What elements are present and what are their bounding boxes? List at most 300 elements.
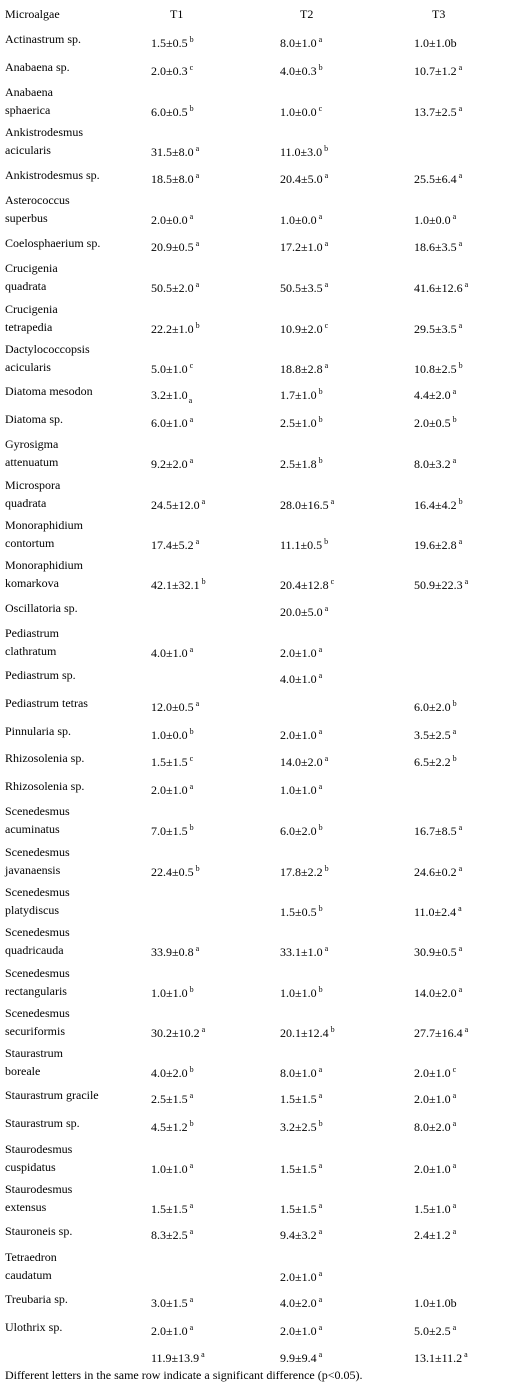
mean-sd: 18.6±3.5 xyxy=(414,239,457,254)
mean-sd: 2.0±0.5 xyxy=(414,415,451,430)
table-row xyxy=(0,802,510,842)
mean-sd: 1.5±1.5 xyxy=(280,1161,317,1176)
species-name-line: contortum xyxy=(5,535,55,550)
value-t3 xyxy=(414,538,462,554)
table-row xyxy=(0,56,510,84)
value-t2 xyxy=(280,172,328,188)
mean-sd: 2.0±1.0 xyxy=(414,1066,451,1081)
value-t2 xyxy=(280,783,322,799)
mean-sd: 2.0±1.0 xyxy=(151,782,188,797)
value-t2 xyxy=(280,1324,322,1340)
species-name xyxy=(5,83,127,119)
value-t2 xyxy=(280,1296,322,1312)
mean-sd: 17.2±1.0 xyxy=(280,239,323,254)
mean-sd: 8.3±2.5 xyxy=(151,1228,188,1243)
species-name xyxy=(5,234,127,252)
table-row xyxy=(0,123,510,163)
value-t1 xyxy=(151,986,194,1002)
significance-letter: a xyxy=(452,1119,457,1129)
value-t2 xyxy=(280,1162,322,1178)
mean-sd: 1.5±1.0 xyxy=(414,1201,451,1216)
value-t1 xyxy=(151,865,200,881)
mean-sd: 20.4±12.8 xyxy=(280,578,329,593)
significance-letter: a xyxy=(188,396,193,406)
mean-sd: 6.0±2.0 xyxy=(414,700,451,715)
significance-letter: a xyxy=(458,823,463,833)
species-name xyxy=(5,410,127,428)
table-header xyxy=(0,0,510,26)
value-t3 xyxy=(414,213,456,229)
significance-letter: b xyxy=(318,387,323,397)
species-name xyxy=(5,516,127,552)
mean-sd: 1.0±0.0 xyxy=(280,213,317,228)
table-row xyxy=(0,435,510,475)
value-t1 xyxy=(151,578,206,594)
mean-sd: 18.5±8.0 xyxy=(151,171,194,186)
value-t2 xyxy=(280,213,322,229)
mean-sd: 2.0±0.0 xyxy=(151,213,188,228)
significance-letter: a xyxy=(195,536,200,546)
significance-letter: b xyxy=(318,414,323,424)
value-t2 xyxy=(280,905,323,921)
species-name-line: Coelosphaerium sp. xyxy=(5,235,101,250)
value-t2 xyxy=(280,362,328,378)
species-name-line: cuspidatus xyxy=(5,1159,56,1174)
species-name-line: Microspora xyxy=(5,477,61,492)
significance-letter: a xyxy=(195,170,200,180)
significance-letter: a xyxy=(318,35,323,44)
mean-sd: 2.0±1.0 xyxy=(414,1092,451,1107)
value-t3 xyxy=(414,986,462,1002)
species-name-line: Staurodesmus xyxy=(5,1181,73,1196)
mean-sd: 3.2±2.5 xyxy=(280,1120,317,1135)
species-name xyxy=(5,1004,127,1040)
significance-letter: c xyxy=(330,577,335,587)
significance-letter: b xyxy=(189,726,194,736)
mean-sd: 20.0±5.0 xyxy=(280,604,323,619)
species-name xyxy=(5,556,127,592)
value-t1 xyxy=(151,1324,193,1340)
value-t3 xyxy=(414,1162,456,1178)
significance-letter: c xyxy=(189,62,194,72)
value-t1 xyxy=(151,755,193,771)
value-t3 xyxy=(414,824,462,840)
value-t1 xyxy=(151,824,194,840)
significance-letter: b xyxy=(318,984,323,994)
table-row xyxy=(0,664,510,692)
significance-letter: b xyxy=(189,1065,194,1075)
value-t1 xyxy=(151,728,194,744)
species-name-line: extensus xyxy=(5,1199,47,1214)
value-t3 xyxy=(414,1066,456,1082)
species-name-line: rectangularis xyxy=(5,983,67,998)
significance-letter: a xyxy=(318,1200,323,1210)
mean-sd: 9.9±9.4 xyxy=(280,1351,317,1366)
mean-sd: 5.0±1.0 xyxy=(151,361,188,376)
species-name-line: Monoraphidium xyxy=(5,517,83,532)
mean-sd: 8.0±1.0 xyxy=(280,1066,317,1081)
species-name xyxy=(5,1114,127,1132)
value-t3 xyxy=(414,240,462,256)
value-t2 xyxy=(280,1092,322,1108)
mean-sd: 16.4±4.2 xyxy=(414,497,457,512)
species-name xyxy=(5,624,127,660)
table-row xyxy=(0,1316,510,1344)
value-t3 xyxy=(414,416,457,432)
species-name-line: attenuatum xyxy=(5,455,59,470)
value-t2 xyxy=(280,646,322,662)
species-name-line: quadricauda xyxy=(5,943,64,958)
table-row xyxy=(0,843,510,883)
value-t1 xyxy=(151,105,194,121)
value-t1 xyxy=(151,36,194,52)
mean-sd: 30.2±10.2 xyxy=(151,1025,200,1040)
significance-letter: a xyxy=(189,1200,194,1210)
value-t1 xyxy=(151,538,199,554)
significance-letter: b xyxy=(458,496,463,506)
value-t1 xyxy=(151,388,192,404)
value-t3 xyxy=(414,728,456,744)
mean-sd: 11.0±2.4 xyxy=(414,904,457,919)
value-t3 xyxy=(414,281,468,297)
species-name xyxy=(5,123,127,159)
species-name xyxy=(5,694,127,712)
significance-letter: a xyxy=(452,212,457,222)
mean-sd: 1.5±0.5 xyxy=(151,36,188,50)
significance-letter: c xyxy=(452,1065,457,1075)
species-name-line: quadrata xyxy=(5,279,47,294)
value-t3 xyxy=(414,1092,456,1108)
significance-letter: a xyxy=(318,1091,323,1101)
mean-sd: 28.0±16.5 xyxy=(280,497,329,512)
significance-letter: a xyxy=(189,456,194,466)
significance-letter: b xyxy=(189,104,194,114)
significance-letter: a xyxy=(324,170,329,180)
value-t1 xyxy=(151,322,200,338)
table-row xyxy=(0,516,510,556)
significance-letter: a xyxy=(464,280,469,290)
species-name-line: Monoraphidium xyxy=(5,558,83,573)
species-name xyxy=(5,340,127,376)
table-row xyxy=(0,624,510,664)
species-name-line: Dactylococcopsis xyxy=(5,341,90,356)
significance-letter: b xyxy=(201,577,206,587)
significance-letter: c xyxy=(324,320,329,330)
significance-letter: b xyxy=(318,823,323,833)
value-t3 xyxy=(414,172,462,188)
table-row xyxy=(0,28,510,56)
significance-letter: a xyxy=(318,726,323,736)
value-t3 xyxy=(414,578,468,594)
species-name xyxy=(5,1248,127,1284)
species-name-line: Diatoma mesodon xyxy=(5,384,93,399)
value-t3 xyxy=(414,105,462,121)
significance-letter: b xyxy=(195,863,200,873)
value-t2 xyxy=(280,824,323,840)
species-name-line: securiformis xyxy=(5,1023,65,1038)
significance-letter: a xyxy=(318,212,323,222)
significance-letter: a xyxy=(464,1350,468,1360)
value-t1 xyxy=(151,145,199,161)
mean-sd: 14.0±2.0 xyxy=(280,755,323,770)
value-t2 xyxy=(280,945,328,961)
value-t2 xyxy=(280,1120,323,1136)
significance-letter: a xyxy=(318,781,323,791)
significance-letter: a xyxy=(318,1350,323,1360)
value-t2 xyxy=(280,1351,322,1367)
value-t1 xyxy=(151,1202,193,1218)
mean-sd: 27.7±16.4 xyxy=(414,1025,463,1040)
significance-letter: a xyxy=(464,577,469,587)
mean-sd: 50.9±22.3 xyxy=(414,578,463,593)
mean-sd: 2.5±1.5 xyxy=(151,1092,188,1107)
value-t2 xyxy=(280,64,323,80)
value-t2 xyxy=(280,728,322,744)
mean-sd: 42.1±32.1 xyxy=(151,578,200,593)
value-t3 xyxy=(414,36,457,50)
significance-letter: a xyxy=(458,320,463,330)
value-t3 xyxy=(414,362,463,378)
mean-sd: 18.8±2.8 xyxy=(280,361,323,376)
species-name xyxy=(5,259,127,295)
species-name-line: Actinastrum sp. xyxy=(5,32,81,46)
value-t2 xyxy=(280,865,329,881)
value-t3 xyxy=(414,457,456,473)
significance-letter: c xyxy=(318,104,323,114)
mean-sd: 20.4±5.0 xyxy=(280,171,323,186)
significance-letter: a xyxy=(189,1322,194,1332)
species-name xyxy=(5,1290,127,1308)
mean-sd: 25.5±6.4 xyxy=(414,171,457,186)
significance-letter: a xyxy=(189,1091,194,1101)
significance-letter: a xyxy=(318,1322,323,1332)
species-name xyxy=(5,749,127,767)
mean-sd: 4.0±2.0 xyxy=(151,1066,188,1081)
species-name-line: clathratum xyxy=(5,644,57,659)
species-name-line: Staurastrum gracile xyxy=(5,1088,99,1103)
mean-sd: 8.0±2.0 xyxy=(414,1120,451,1135)
table-row xyxy=(0,692,510,720)
mean-sd: 4.0±1.0 xyxy=(280,672,317,687)
species-name-line: Scenedesmus xyxy=(5,925,70,940)
species-name-line: acuminatus xyxy=(5,822,60,837)
mean-sd: 11.1±0.5 xyxy=(280,537,323,552)
species-name-line: Asterococcus xyxy=(5,193,70,208)
mean-sd: 2.0±1.0 xyxy=(280,1323,317,1338)
significance-letter: b xyxy=(324,536,329,546)
value-t1 xyxy=(151,457,193,473)
mean-sd: 1.0±1.0 xyxy=(151,985,188,1000)
significance-letter: a xyxy=(189,781,194,791)
species-name xyxy=(5,843,127,879)
species-name-line: javanaensis xyxy=(5,862,61,877)
table-row xyxy=(0,1112,510,1140)
species-name-line: Ankistrodesmus sp. xyxy=(5,167,100,182)
species-name-line: Ulothrix sp. xyxy=(5,1319,63,1334)
mean-sd: 2.5±1.8 xyxy=(280,457,317,472)
value-t2 xyxy=(280,672,322,688)
mean-sd: 31.5±8.0 xyxy=(151,145,194,160)
significance-letter: a xyxy=(201,496,206,506)
value-t1 xyxy=(151,1162,193,1178)
mean-sd: 20.1±12.4 xyxy=(280,1025,329,1040)
significance-letter: a xyxy=(318,1227,323,1237)
species-name-line: Diatoma sp. xyxy=(5,411,63,426)
value-t3 xyxy=(414,945,462,961)
table-row xyxy=(0,1044,510,1084)
table-row xyxy=(0,300,510,340)
mean-sd: 4.4±2.0 xyxy=(414,388,451,403)
species-name xyxy=(5,300,127,336)
mean-sd: 1.0±1.0b xyxy=(414,1296,457,1311)
species-name-line: Staurodesmus xyxy=(5,1141,73,1156)
value-t1 xyxy=(151,213,193,229)
mean-sd: 2.0±0.3 xyxy=(151,63,188,78)
species-name xyxy=(5,777,127,795)
value-t2 xyxy=(280,240,328,256)
species-name-line: acicularis xyxy=(5,359,51,374)
mean-sd: 12.0±0.5 xyxy=(151,700,194,715)
mean-sd: 17.4±5.2 xyxy=(151,537,194,552)
significance-letter: a xyxy=(189,1227,194,1237)
species-name-line: Treubaria sp. xyxy=(5,1292,68,1307)
significance-letter: b xyxy=(318,62,323,72)
value-t1 xyxy=(151,1066,194,1082)
mean-sd: 50.5±3.5 xyxy=(280,281,323,296)
species-name-line: Scenedesmus xyxy=(5,1005,70,1020)
species-name xyxy=(5,964,127,1000)
value-t2 xyxy=(280,498,334,514)
value-t1 xyxy=(151,1026,205,1042)
value-t3 xyxy=(414,498,463,514)
value-t1 xyxy=(151,783,193,799)
mean-sd: 17.8±2.2 xyxy=(280,864,323,879)
value-t1 xyxy=(151,1296,193,1312)
significance-letter: b xyxy=(458,360,463,370)
mean-sd: 3.2±1.0 xyxy=(151,388,188,403)
significance-letter: a xyxy=(458,170,463,180)
table-row xyxy=(0,476,510,516)
value-t3 xyxy=(414,700,457,716)
species-name-line: Staurastrum xyxy=(5,1046,63,1061)
significance-letter: a xyxy=(189,1295,194,1305)
species-name-line: caudatum xyxy=(5,1267,52,1282)
table-row xyxy=(0,259,510,299)
mean-sd: 4.0±1.0 xyxy=(151,646,188,661)
species-name-line: Anabaena xyxy=(5,85,53,100)
species-name xyxy=(5,1044,127,1080)
significance-letter: a xyxy=(189,212,194,222)
significance-letter: c xyxy=(189,360,194,370)
header-microalgae: Microalgae xyxy=(5,7,60,21)
species-name-line: quadrata xyxy=(5,495,47,510)
mean-sd: 4.0±0.3 xyxy=(280,63,317,78)
value-t1 xyxy=(151,1228,193,1244)
species-name-line: Tetraedron xyxy=(5,1249,57,1264)
significance-letter: a xyxy=(464,1024,469,1034)
table-row xyxy=(0,83,510,123)
significance-letter: a xyxy=(458,984,463,994)
species-name xyxy=(5,1180,127,1216)
significance-letter: a xyxy=(452,1200,457,1210)
species-name-line: sphaerica xyxy=(5,103,51,118)
significance-letter: a xyxy=(318,671,323,681)
species-name-line: acicularis xyxy=(5,143,51,158)
significance-letter: a xyxy=(195,144,200,154)
significance-letter: b xyxy=(318,456,323,466)
species-name-line: boreale xyxy=(5,1064,41,1079)
mean-sd: 1.5±1.5 xyxy=(151,755,188,770)
value-t1 xyxy=(151,700,199,716)
mean-sd: 8.0±3.2 xyxy=(414,457,451,472)
header-t1: T1 xyxy=(170,7,184,21)
table-row xyxy=(0,1004,510,1044)
species-name-line: komarkova xyxy=(5,576,59,591)
species-name-line: Stauroneis sp. xyxy=(5,1224,73,1239)
value-t3 xyxy=(414,905,462,921)
mean-sd: 3.0±1.5 xyxy=(151,1296,188,1311)
value-t1 xyxy=(151,281,199,297)
table-row xyxy=(0,191,510,231)
mean-sd: 5.0±2.5 xyxy=(414,1323,451,1338)
mean-sd: 11.0±3.0 xyxy=(280,145,323,160)
table-row xyxy=(0,1084,510,1112)
mean-sd: 2.0±1.0 xyxy=(280,727,317,742)
significance-letter: a xyxy=(195,238,200,248)
table-row xyxy=(0,556,510,596)
mean-sd: 4.0±2.0 xyxy=(280,1296,317,1311)
mean-sd: 24.5±12.0 xyxy=(151,497,200,512)
significance-letter: c xyxy=(189,754,194,764)
significance-letter: a xyxy=(201,1350,205,1360)
mean-sd: 1.0±0.0 xyxy=(414,213,451,228)
value-t1 xyxy=(151,498,205,514)
value-t1 xyxy=(151,240,199,256)
significance-letter: a xyxy=(458,903,462,913)
table-body xyxy=(0,28,510,1371)
value-t1 xyxy=(151,1351,205,1367)
mean-sd: 9.2±2.0 xyxy=(151,457,188,472)
value-t3 xyxy=(414,1324,456,1340)
value-t3 xyxy=(414,1026,468,1042)
table-row xyxy=(0,1343,510,1371)
mean-sd: 1.0±1.0 xyxy=(151,1161,188,1176)
table-row xyxy=(0,232,510,260)
significance-letter: a xyxy=(189,414,194,424)
mean-sd: 33.9±0.8 xyxy=(151,945,194,960)
value-t3 xyxy=(414,1228,456,1244)
mean-sd: 1.5±0.5 xyxy=(280,904,317,919)
species-name-line: Staurastrum sp. xyxy=(5,1116,80,1131)
table-row xyxy=(0,1248,510,1288)
footnote: Different letters in the same row indicate a significant difference (p<0.05). xyxy=(5,1368,363,1382)
significance-letter: a xyxy=(318,1268,323,1278)
mean-sd: 1.0±1.0 xyxy=(280,985,317,1000)
value-t2 xyxy=(280,1270,322,1286)
header-t2: T2 xyxy=(300,7,314,21)
species-name-line: Pediastrum xyxy=(5,626,59,641)
table-row xyxy=(0,1140,510,1180)
significance-letter: a xyxy=(458,104,463,114)
significance-letter: b xyxy=(324,863,329,873)
species-name xyxy=(5,722,127,740)
mean-sd: 10.8±2.5 xyxy=(414,361,457,376)
mean-sd: 4.5±1.2 xyxy=(151,1120,188,1135)
mean-sd: 6.5±2.2 xyxy=(414,755,451,770)
mean-sd: 1.7±1.0 xyxy=(280,388,317,403)
table-row xyxy=(0,597,510,625)
mean-sd: 41.6±12.6 xyxy=(414,281,463,296)
